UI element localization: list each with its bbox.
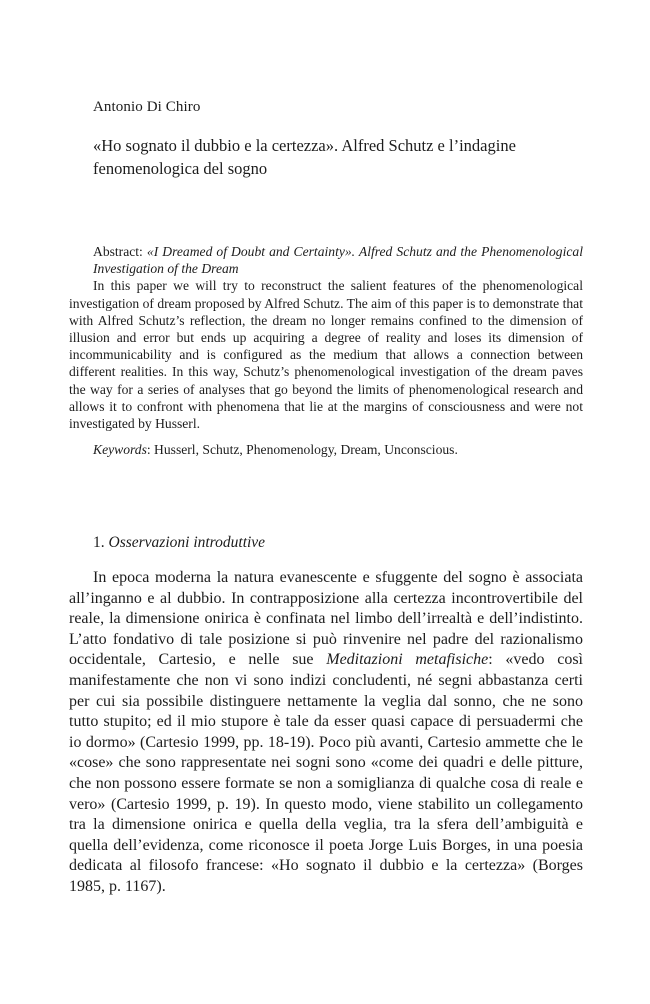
author-name: Antonio Di Chiro (93, 99, 201, 115)
section-title: Osservazioni introduttive (108, 534, 266, 551)
body-paragraph (69, 568, 583, 898)
paper-title: «Ho sognato il dubbio e la certezza». Alfred Schutz e l’indagine fenomenologica del sogno (93, 136, 516, 178)
keywords-label: Keywords (93, 442, 147, 458)
abstract-label: Abstract: (93, 244, 143, 259)
abstract-body: In this paper we will try to reconstruct the salient features of the phenomenological investigation of dream proposed by Alfred Schutz. The aim of this paper is to demonstrate that with Alfred Schutz’s reflection, the dream no longer remains confined to the dimension of illusion and error but ends up acquiring a degree of reality and loses its dimension of incommunicability and is configured as the medium that allows a connection between different realities. In this way, Schutz’s phenomenological investigation of the dream paves the way for a series of analyses that go beyond the limits of phenomenological research and allows it to confront with phenomena that lie at the margins of consciousness and were not investigated by Husserl. (69, 278, 583, 432)
abstract-heading (69, 243, 583, 277)
body-text-part1: In epoca moderna la natura evanescente e sfuggente del sogno è associata all’inganno e al dubbio. In contrapposizione alla certezza incontrovertibile del reale, la dimensione onirica è confinata nel limbo dell’irrealtà e dell’indistinto. L’atto fondativo di tale posizione si può rinvenire nel padre del razionalismo occidentale, Cartesio, e nelle sue (69, 569, 583, 669)
keywords-list: : Husserl, Schutz, Phenomenology, Dream, Unconscious. (146, 442, 458, 458)
body-italic-title: Meditazioni metafisiche (326, 651, 489, 669)
keywords-line (69, 441, 583, 458)
body-text-part2: : «vedo così manifestamente che non vi sono indizi concludenti, né segni abbastanza certi per cui sia possibile distinguere nettamente la veglia dal sonno, che ne sono tutto stupito; ed il mio stupore è tale da esser quasi capace di persuadermi che io dormo» (Cartesio 1999, pp. 18-19). Poco più avanti, Cartesio ammette che le «cose» che sono rappresentate nei sogni sono «come dei quadri e delle pitture, che non possono essere formate se non a somiglianza di qualche cosa di reale e vero» (Cartesio 1999, p. 19). In questo modo, viene stabilito un collegamento tra la dimensione onirica e quella della veglia, tra la sfera dell’ambiguità e quella dell’evidenza, come riconosce il poeta Jorge Luis Borges, in una poesia dedicata al filosofo francese: «Ho sognato il dubbio e la certezza» (Borges 1985, p. 1167). (69, 651, 583, 895)
abstract-english-title: «I Dreamed of Doubt and Certainty». Alfred Schutz and the Phenomenological Investigation of the Dream (93, 244, 583, 277)
section-number: 1. (93, 534, 105, 551)
section-heading (93, 533, 265, 553)
abstract-section (69, 243, 583, 458)
